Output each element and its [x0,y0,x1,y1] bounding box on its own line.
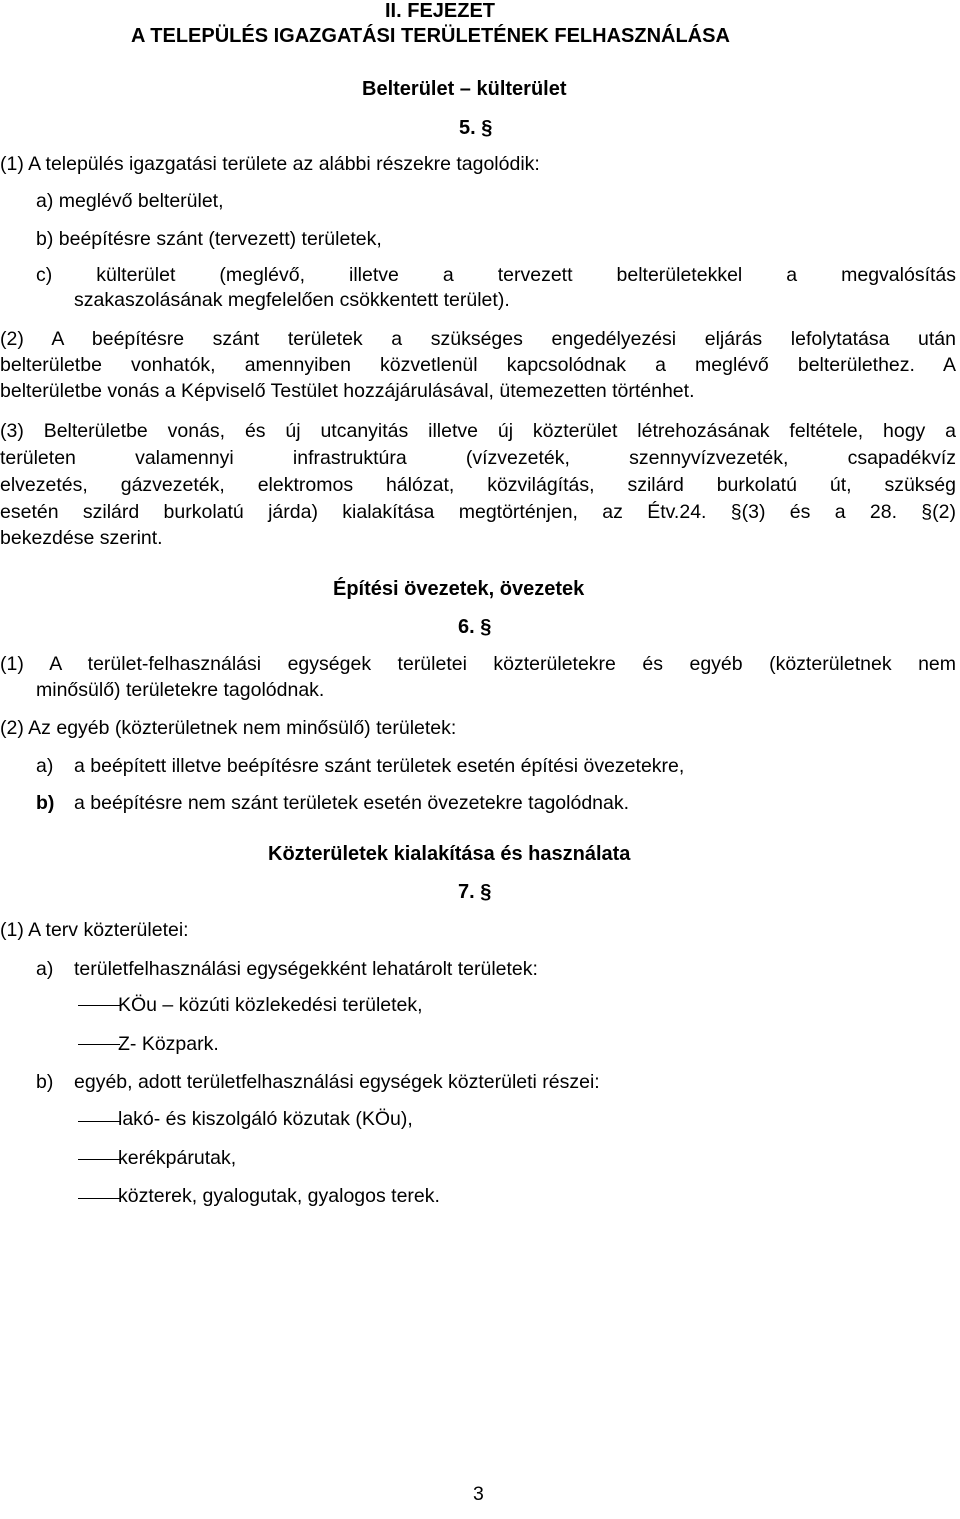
section-7-number: 7. § [458,881,492,903]
list-dash [78,1044,120,1045]
section-5-heading: Belterület – külterület [362,78,567,100]
chapter-title: A TELEPÜLÉS IGAZGATÁSI TERÜLETÉNEK FELHASZNÁLÁSA [131,25,730,47]
s6-p1-line1: (1) A terület-felhasználási egységek területei közterületekre és egyéb (közterületnek nem [0,653,956,675]
s7-p1-intro: (1) A terv közterületei: [0,919,189,941]
s5-p3-line1: (3) Belterületbe vonás, és új utcanyitás illetve új közterület létrehozásának feltétele, hogy a [0,420,956,442]
list-dash [78,1121,120,1122]
s5-p1-item-b: b) beépítésre szánt (tervezett) területek, [36,228,382,250]
section-7-heading: Közterületek kialakítása és használata [268,843,631,865]
s7-b-subitem: kerékpárutak, [118,1147,237,1169]
s6-p2-item-b-label: b) [36,792,55,814]
s7-item-a-text: területfelhasználási egységekként lehatárolt területek: [74,958,538,980]
page-number: 3 [473,1483,484,1505]
s5-p3-line4: esetén szilárd burkolatú járda) kialakítása megtörténjen, az Étv.24. §(3) és a 28. §(2) [0,501,956,523]
section-5-number: 5. § [459,117,493,139]
s5-p3-line3: elvezetés, gázvezeték, elektromos hálózat, közvilágítás, szilárd burkolatú út, szükség [0,474,956,496]
list-dash [78,1198,120,1199]
list-dash [78,1159,120,1160]
s6-p2-intro: (2) Az egyéb (közterületnek nem minősülő) területek: [0,717,457,739]
s5-p1-item-c-line2: szakaszolásának megfelelően csökkentett terület). [74,289,510,311]
s7-a-subitem: KÖu – közúti közlekedési területek, [118,994,423,1016]
s7-item-a-label: a) [36,958,54,980]
chapter-number: II. FEJEZET [385,0,496,22]
s6-p1-line2: minősülő) területekre tagolódnak. [36,679,325,701]
s5-p1-item-a: a) meglévő belterület, [36,190,224,212]
s6-p2-item-a-text: a beépített illetve beépítésre szánt területek esetén építési övezetekre, [74,755,685,777]
s5-p2-line2: belterületbe vonhatók, amennyiben közvetlenül kapcsolódnak a meglévő belterülethez. A [0,354,956,376]
s7-item-b-label: b) [36,1071,54,1093]
s7-a-subitem: Z- Közpark. [118,1033,219,1055]
list-dash [78,1005,120,1006]
s7-item-b-text: egyéb, adott területfelhasználási egységek közterületi részei: [74,1071,600,1093]
s6-p2-item-a-label: a) [36,755,54,777]
s5-p1-intro: (1) A település igazgatási területe az alábbi részekre tagolódik: [0,153,540,175]
s6-p2-item-b-text: a beépítésre nem szánt területek esetén övezetekre tagolódnak. [74,792,630,814]
section-6-heading: Építési övezetek, övezetek [333,578,585,600]
s5-p2-line3: belterületbe vonás a Képviselő Testület hozzájárulásával, ütemezetten történhet. [0,380,695,402]
s7-b-subitem: közterek, gyalogutak, gyalogos terek. [118,1185,440,1207]
section-6-number: 6. § [458,616,492,638]
s5-p3-line5: bekezdése szerint. [0,527,163,549]
s7-b-subitem: lakó- és kiszolgáló közutak (KÖu), [118,1108,413,1130]
s5-p2-line1: (2) A beépítésre szánt területek a szükséges engedélyezési eljárás lefolytatása után [0,328,956,350]
s5-p3-line2: területen valamennyi infrastruktúra (vízvezeték, szennyvízvezeték, csapadékvíz [0,447,956,469]
s5-p1-item-c-line1: c) külterület (meglévő, illetve a tervezett belterületekkel a megvalósítás [36,264,956,286]
